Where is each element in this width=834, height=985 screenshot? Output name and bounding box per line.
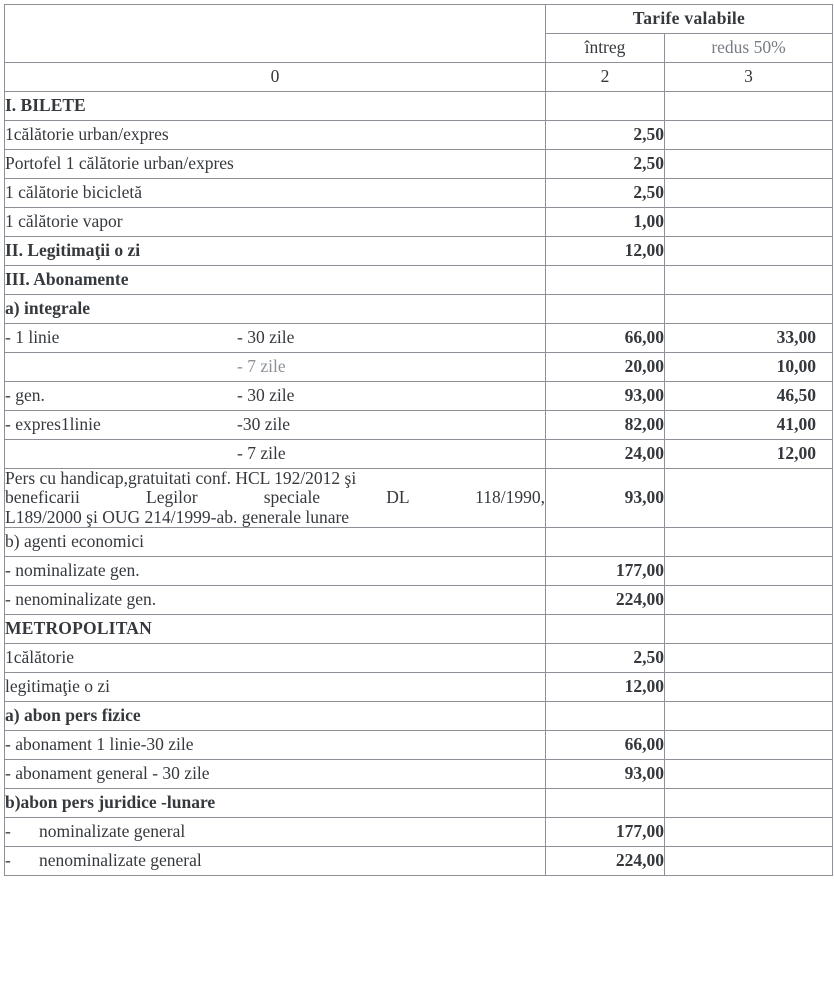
row-price-full: 24,00 — [546, 440, 665, 469]
row-price-full: 2,50 — [546, 121, 665, 150]
row-price-full — [546, 527, 665, 556]
row-label — [5, 353, 546, 382]
row-label: 1 călătorie bicicletă — [5, 179, 546, 208]
row-label-name: - 1 linie — [5, 327, 60, 348]
row-price-reduced: 33,00 — [665, 324, 833, 353]
table-row — [5, 643, 833, 672]
row-label: - nenominalizate gen. — [5, 585, 546, 614]
row-label-duration: - 7 zile — [237, 443, 286, 464]
row-price-reduced — [665, 614, 833, 643]
row-price-full: 177,00 — [546, 556, 665, 585]
table-row — [5, 179, 833, 208]
row-price-full: 82,00 — [546, 411, 665, 440]
row-label-name — [5, 357, 237, 376]
row-price-reduced — [665, 759, 833, 788]
table-row — [5, 788, 833, 817]
row-price-reduced — [665, 527, 833, 556]
row-price-reduced — [665, 92, 833, 121]
table-row — [5, 440, 833, 469]
row-label-name — [5, 444, 237, 463]
row-price-full: 66,00 — [546, 730, 665, 759]
table-row — [5, 672, 833, 701]
row-label: 1călătorie — [5, 643, 546, 672]
table-column-number-row — [5, 63, 833, 92]
row-label — [5, 440, 546, 469]
row-label-bullet: - — [5, 821, 11, 842]
table-row — [5, 92, 833, 121]
row-label-metropolitan: METROPOLITAN — [5, 614, 546, 643]
header-empty-cell — [5, 5, 546, 63]
row-price-reduced — [665, 643, 833, 672]
row-label: 1 călătorie vapor — [5, 208, 546, 237]
row-price-reduced — [665, 150, 833, 179]
row-price-full: 66,00 — [546, 324, 665, 353]
row-label: III. Abonamente — [5, 266, 546, 295]
row-price-full: 93,00 — [546, 759, 665, 788]
row-price-full — [546, 614, 665, 643]
row-label-duration: - 30 zile — [237, 385, 295, 406]
row-price-full: 12,00 — [546, 672, 665, 701]
row-label-duration: - 7 zile — [237, 356, 286, 377]
row-label-bullet: - — [5, 850, 11, 871]
row-price-full: 2,50 — [546, 150, 665, 179]
row-label: 1călătorie urban/expres — [5, 121, 546, 150]
row-label: b)abon pers juridice -lunare — [5, 788, 546, 817]
row-label: I. BILETE — [5, 92, 546, 121]
row-label-paragraph — [5, 469, 546, 528]
row-price-reduced — [665, 295, 833, 324]
row-label: - abonament general - 30 zile — [5, 759, 546, 788]
row-label: - abonament 1 linie-30 zile — [5, 730, 546, 759]
table-row — [5, 411, 833, 440]
row-label: - nominalizate gen. — [5, 556, 546, 585]
row-price-reduced — [665, 121, 833, 150]
row-price-full — [546, 788, 665, 817]
table-row — [5, 701, 833, 730]
row-price-full: 224,00 — [546, 585, 665, 614]
colnum-3: 3 — [665, 63, 833, 92]
table-row — [5, 208, 833, 237]
row-label-duration: -30 zile — [237, 414, 290, 435]
row-label — [5, 382, 546, 411]
table-row — [5, 324, 833, 353]
row-price-full: 12,00 — [546, 237, 665, 266]
row-label-name: nominalizate general — [39, 821, 186, 842]
row-label: legitimaţie o zi — [5, 672, 546, 701]
row-price-reduced: 46,50 — [665, 382, 833, 411]
table-row — [5, 556, 833, 585]
row-label: a) abon pers fizice — [5, 701, 546, 730]
row-price-full — [546, 295, 665, 324]
table-row — [5, 353, 833, 382]
header-redus: redus 50% — [665, 34, 833, 63]
paragraph-line-1: Pers cu handicap,gratuitati conf. HCL 192/2012 şi — [5, 468, 357, 488]
table-row — [5, 817, 833, 846]
table-row — [5, 237, 833, 266]
row-price-full: 177,00 — [546, 817, 665, 846]
row-label — [5, 324, 546, 353]
row-label-duration: - 30 zile — [237, 327, 295, 348]
row-price-reduced: 41,00 — [665, 411, 833, 440]
row-label: b) agenti economici — [5, 527, 546, 556]
table-row — [5, 266, 833, 295]
table-row — [5, 150, 833, 179]
row-price-reduced: 10,00 — [665, 353, 833, 382]
row-label: a) integrale — [5, 295, 546, 324]
row-price-reduced — [665, 730, 833, 759]
row-price-full — [546, 701, 665, 730]
table-row — [5, 469, 833, 528]
row-label-name: - gen. — [5, 385, 45, 406]
row-price-full: 93,00 — [546, 382, 665, 411]
row-price-reduced — [665, 208, 833, 237]
row-price-reduced — [665, 266, 833, 295]
table-row — [5, 846, 833, 875]
row-price-full: 93,00 — [546, 469, 665, 528]
table-row — [5, 121, 833, 150]
row-price-reduced — [665, 672, 833, 701]
row-price-full — [546, 92, 665, 121]
row-price-reduced — [665, 237, 833, 266]
row-label-name: - expres1linie — [5, 414, 101, 435]
row-label-name: nenominalizate general — [39, 850, 202, 871]
row-label — [5, 817, 546, 846]
row-price-full: 2,50 — [546, 643, 665, 672]
paragraph-line-3: L189/2000 şi OUG 214/1999-ab. generale lunare — [5, 506, 350, 527]
colnum-0: 0 — [5, 63, 546, 92]
row-price-reduced — [665, 469, 833, 528]
row-label — [5, 411, 546, 440]
row-price-reduced — [665, 556, 833, 585]
table-row — [5, 382, 833, 411]
table-header-row-group — [5, 5, 833, 34]
row-price-full: 224,00 — [546, 846, 665, 875]
row-label: Portofel 1 călătorie urban/expres — [5, 150, 546, 179]
row-price-full: 2,50 — [546, 179, 665, 208]
row-label — [5, 846, 546, 875]
header-intreg: întreg — [546, 34, 665, 63]
row-price-reduced — [665, 585, 833, 614]
table-row — [5, 295, 833, 324]
row-price-reduced: 12,00 — [665, 440, 833, 469]
row-price-full: 1,00 — [546, 208, 665, 237]
colnum-2: 2 — [546, 63, 665, 92]
paragraph-line-2: beneficarii Legilor speciale DL 118/1990, — [5, 487, 545, 508]
row-label: II. Legitimaţii o zi — [5, 237, 546, 266]
row-price-reduced — [665, 846, 833, 875]
row-price-full: 20,00 — [546, 353, 665, 382]
row-price-reduced — [665, 701, 833, 730]
row-price-reduced — [665, 788, 833, 817]
table-row — [5, 730, 833, 759]
fare-table — [4, 4, 833, 876]
header-tarife-valabile: Tarife valabile — [546, 5, 833, 34]
table-row — [5, 759, 833, 788]
row-price-reduced — [665, 179, 833, 208]
row-price-reduced — [665, 817, 833, 846]
table-row — [5, 585, 833, 614]
table-row — [5, 527, 833, 556]
table-row — [5, 614, 833, 643]
row-price-full — [546, 266, 665, 295]
